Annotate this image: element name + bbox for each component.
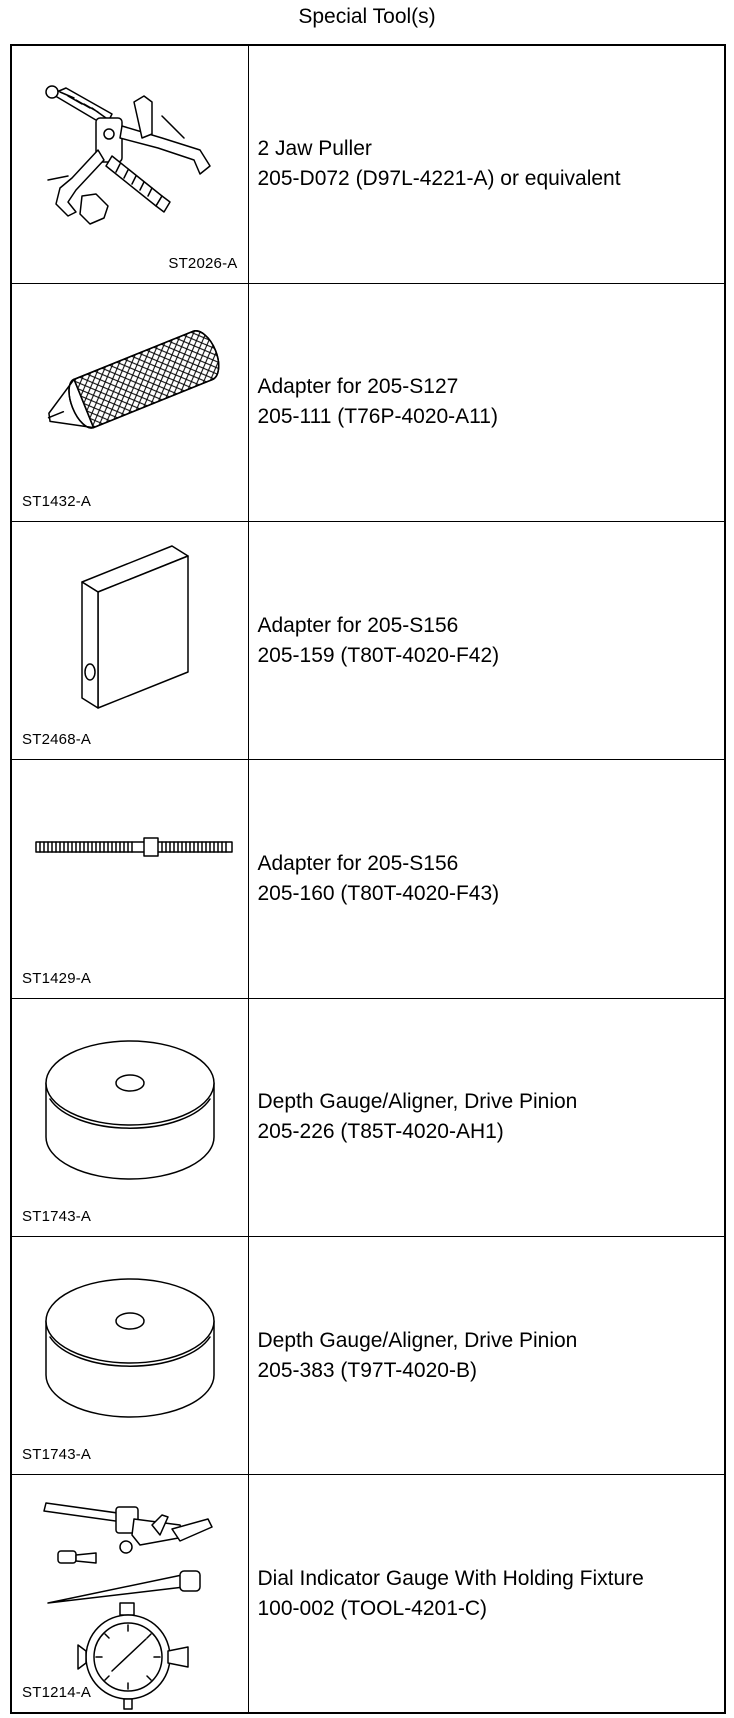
tool-illustration-cell (11, 45, 248, 283)
tool-code: ST2026-A (168, 254, 238, 272)
page-title: Special Tool(s) (298, 5, 436, 28)
tool-name: Depth Gauge/Aligner, Drive Pinion (257, 1328, 578, 1352)
tool-number: 205-226 (T85T-4020-AH1) (257, 1120, 504, 1144)
tool-number: 205-160 (T80T-4020-F43) (257, 881, 500, 905)
tool-description-cell (248, 760, 725, 998)
tool-description-cell (248, 1236, 725, 1474)
tool-illustration-cell (11, 1475, 248, 1713)
depth-gauge-icon (12, 999, 249, 1237)
tool-code: ST1743-A (22, 1446, 92, 1464)
tool-name: Depth Gauge/Aligner, Drive Pinion (257, 1090, 578, 1114)
special-tools-table (10, 44, 726, 1714)
tool-number: 100-002 (TOOL-4201-C) (257, 1596, 488, 1620)
tool-description-cell (248, 1475, 725, 1713)
block-adapter-icon (12, 522, 249, 760)
tool-illustration-cell (11, 998, 248, 1236)
tool-illustration-cell (11, 283, 248, 521)
tool-row (11, 283, 725, 521)
tool-code: ST1429-A (22, 969, 92, 987)
tool-row (11, 998, 725, 1236)
tool-name: 2 Jaw Puller (257, 137, 372, 161)
tool-illustration-cell (11, 522, 248, 760)
tool-row (11, 1236, 725, 1474)
tool-illustration-cell (11, 1236, 248, 1474)
tool-number: 205-111 (T76P-4020-A11) (257, 405, 498, 429)
tool-number: 205-159 (T80T-4020-F42) (257, 643, 500, 667)
tool-description-cell (248, 45, 725, 283)
tool-code: ST1432-A (22, 493, 92, 511)
tool-code: ST1214-A (22, 1684, 92, 1701)
tool-code: ST2468-A (22, 731, 92, 749)
knurled-adapter-icon (12, 284, 249, 522)
tool-illustration-cell (11, 760, 248, 998)
tool-number: 205-D072 (D97L-4221-A) or equivalent (257, 167, 621, 191)
tool-number: 205-383 (T97T-4020-B) (257, 1358, 477, 1382)
tool-row (11, 1475, 725, 1713)
tool-name: Adapter for 205-S156 (257, 851, 459, 875)
tool-name: Adapter for 205-S156 (257, 613, 459, 637)
tool-description-cell (248, 283, 725, 521)
jaw-puller-icon (12, 46, 249, 284)
tool-description-cell (248, 998, 725, 1236)
tool-row (11, 760, 725, 998)
tool-row (11, 45, 725, 283)
tool-name: Adapter for 205-S127 (257, 375, 459, 399)
tool-description-cell (248, 522, 725, 760)
tool-code: ST1743-A (22, 1207, 92, 1225)
threaded-rod-icon (12, 760, 249, 998)
depth-gauge-icon (12, 1237, 249, 1475)
tool-row (11, 522, 725, 760)
dial-indicator-icon (12, 1475, 249, 1713)
tool-name: Dial Indicator Gauge With Holding Fixture (257, 1566, 644, 1590)
